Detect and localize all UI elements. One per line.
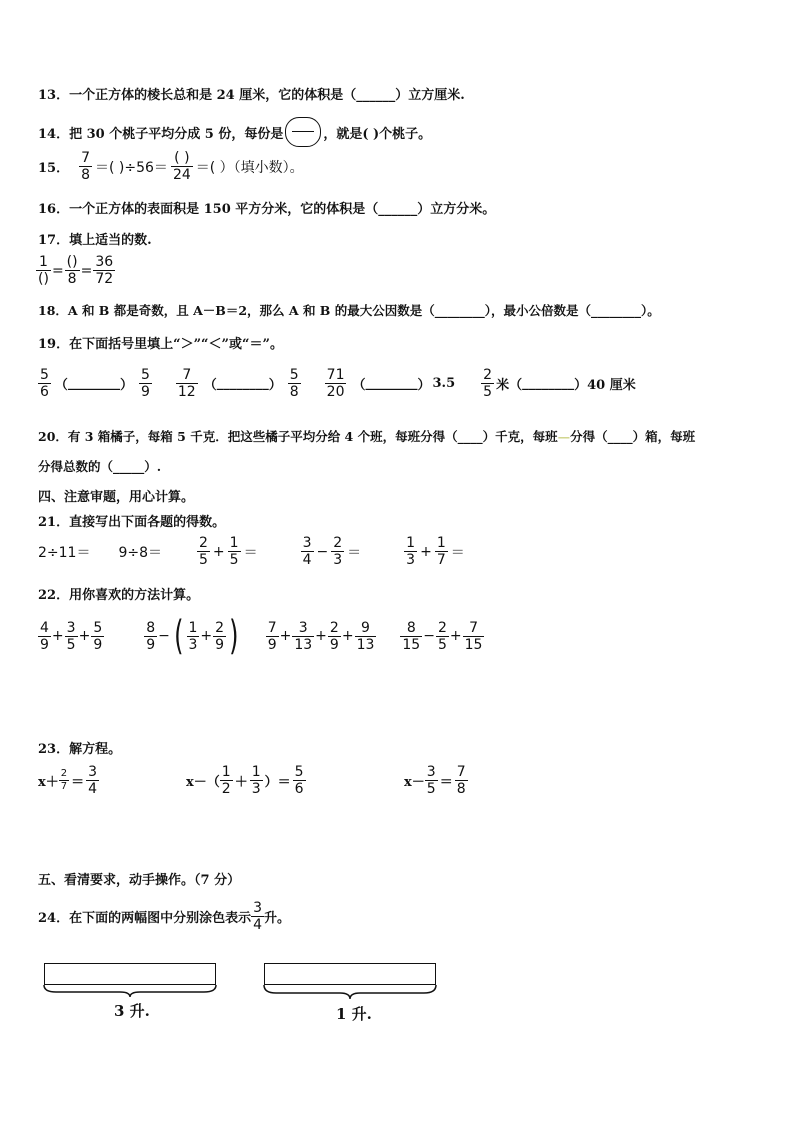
q21-e3[interactable]: $\frac{2}{5}$ + $\frac{1}{5}$ ＝: [199, 535, 258, 568]
q15-fraction-2[interactable]: $\frac{( )}{24}$: [172, 150, 191, 183]
bar-1-liter[interactable]: [264, 963, 436, 985]
q21-text: 直接写出下面各题的得数。: [69, 515, 226, 530]
q15-text-1[interactable]: ＝( )÷56＝: [95, 159, 168, 176]
q23-eq3[interactable]: x－ $\frac{3}{5}$ ＝ $\frac{7}{8}$: [404, 764, 466, 797]
q19: [38, 333, 283, 352]
q20-number: 20．: [38, 429, 68, 444]
section-5-heading: 五、看清要求，动手操作。（7 分）: [38, 873, 241, 888]
q24-fraction: $\frac{3}{4}$: [253, 900, 263, 933]
label-1-liter: 1 升.: [336, 1005, 372, 1023]
q24-tail: 升。: [264, 911, 291, 926]
q19-a4: $\frac{2}{5}$: [483, 367, 493, 400]
q22-d[interactable]: $\frac{8}{15}$ − $\frac{2}{5}$ + $\frac{7}{15}$: [402, 619, 483, 653]
q18-tail: ）。: [640, 303, 660, 318]
q14-number: 14．: [38, 126, 70, 142]
q18-blank-1[interactable]: ________: [434, 303, 485, 318]
q19-text: 在下面括号里填上“＞”“＜”或“＝”。: [69, 337, 283, 352]
q13-tail: ）立方厘米.: [395, 88, 465, 103]
q15-number: 15．: [38, 161, 70, 176]
q19-b1: $\frac{5}{9}$: [140, 367, 150, 400]
q19-b4: 40 厘米: [587, 378, 636, 393]
q22: [38, 584, 199, 603]
q19-a1: $\frac{5}{6}$: [40, 367, 49, 400]
q17-fraction-1[interactable]: $\frac{1}{()}$: [38, 254, 49, 287]
q19-number: 19．: [38, 337, 70, 352]
q16: [38, 198, 495, 217]
q21-number: 21．: [38, 515, 70, 530]
q17-fraction-2[interactable]: $\frac{()}{8}$: [66, 254, 78, 287]
q18-blank-2[interactable]: ________: [590, 303, 641, 318]
q23-text: 解方程。: [69, 742, 122, 757]
q20-dash: —: [557, 429, 571, 444]
q17-fractions: $\frac{1}{()}$ = $\frac{()}{8}$ = $\frac{36}{72}$: [38, 254, 114, 287]
q24-text: 在下面的两幅图中分别涂色表示: [69, 911, 252, 926]
q13: [38, 84, 465, 103]
bar-3-liters[interactable]: [44, 963, 216, 985]
q24: [38, 900, 290, 933]
q19-comparisons: $\frac{5}{6}$ （ ________ ） $\frac{5}{9}$ $\frac{7}{12}$ （ ________ ） $\frac{5}{8}$ $\frac{71}{20}$ （ ________ ） 3.5 $\frac{2}{5}$ 米 （ ________ ） 40 厘米: [40, 367, 636, 400]
q21: [38, 511, 225, 530]
q20-text-1[interactable]: 有 3 箱橘子，每箱 5 千克．把这些橘子平均分给 4 个班，每班分得（____）千克，每班: [67, 429, 558, 444]
q19-b2: $\frac{5}{8}$: [289, 367, 299, 400]
q21-e2[interactable]: 9÷8＝: [118, 544, 162, 561]
q18-mid: ），最小公倍数是（: [484, 303, 591, 318]
q16-blank[interactable]: ______: [378, 202, 418, 217]
q22-c[interactable]: $\frac{7}{9}$ + $\frac{3}{13}$ + $\frac{2}{9}$ + $\frac{9}{13}$: [267, 619, 375, 653]
q17-number: 17．: [38, 233, 70, 248]
q19-a2: $\frac{7}{12}$: [177, 367, 196, 400]
q20-text-3[interactable]: 分得总数的（_____）.: [38, 459, 162, 474]
q17-fraction-3: $\frac{36}{72}$: [95, 254, 114, 287]
q16-tail: ）立方分米。: [417, 202, 496, 217]
q15-fraction-1: $\frac{7}{8}$: [81, 150, 91, 183]
q22-a[interactable]: $\frac{4}{9}$ + $\frac{3}{5}$ + $\frac{5}{9}$: [40, 619, 103, 653]
q18-number: 18．: [38, 303, 68, 318]
brace-3-liters: [42, 984, 218, 998]
q16-number: 16．: [38, 202, 70, 217]
q22-number: 22．: [38, 588, 70, 603]
q19-blank-4[interactable]: ________: [522, 376, 575, 391]
q22-exercises: [38, 613, 484, 659]
q14-text: 把 30 个桃子平均分成 5 份，每份是: [69, 126, 284, 142]
q15-text-2[interactable]: ＝( ）（填小数）。: [195, 159, 304, 176]
q13-text: 一个正方体的棱长总和是 24 厘米，它的体积是（: [69, 88, 357, 103]
q19-a3: $\frac{71}{20}$: [326, 367, 345, 400]
section-4-heading: 四、注意审题，用心计算。: [38, 490, 195, 505]
q18-text: A 和 B 都是奇数，且 A－B＝2，那么 A 和 B 的最大公因数是（: [67, 303, 435, 318]
q17: [38, 229, 152, 248]
q15: [38, 150, 307, 183]
q17-text: 填上适当的数.: [69, 233, 152, 248]
q23-eq1[interactable]: x＋ $\frac{2}{7}$ ＝ $\frac{3}{4}$: [38, 764, 98, 797]
q20-line1: [38, 427, 695, 445]
q20-line2: [38, 457, 161, 475]
q21-exercises: [38, 535, 468, 568]
q24-number: 24．: [38, 911, 70, 926]
brace-1-liter: [262, 984, 438, 1000]
q21-e1[interactable]: 2÷11＝: [38, 544, 91, 561]
q23-eq2[interactable]: x－（ $\frac{1}{2}$ ＋ $\frac{1}{3}$ ）＝ $\frac{5}{6}$: [186, 764, 304, 797]
q18: [38, 301, 660, 319]
q20-text-2[interactable]: 分得（____）箱，每班: [570, 429, 696, 444]
q21-e4[interactable]: $\frac{3}{4}$ − $\frac{2}{3}$ ＝: [302, 535, 362, 568]
q19-blank-3[interactable]: ________: [365, 376, 418, 391]
q22-text: 用你喜欢的方法计算。: [69, 588, 200, 603]
q22-b[interactable]: $\frac{8}{9}$ − ( $\frac{1}{3}$ + $\frac{2}{9}$ ): [146, 613, 239, 659]
q14-tail: ，就是( )个桃子。: [323, 126, 432, 142]
q19-blank-1[interactable]: ________: [67, 376, 120, 391]
q16-text: 一个正方体的表面积是 150 平方分米，它的体积是（: [69, 202, 379, 217]
label-3-liters: 3 升.: [114, 1002, 150, 1020]
q14: [38, 117, 431, 147]
q13-blank[interactable]: ______: [356, 88, 396, 103]
q19-blank-2[interactable]: ________: [216, 376, 269, 391]
q13-number: 13．: [38, 88, 70, 103]
q14-bracket-blank[interactable]: [285, 117, 321, 147]
q21-e5[interactable]: $\frac{1}{3}$ + $\frac{1}{7}$ ＝: [406, 535, 465, 568]
q23-number: 23．: [38, 742, 70, 757]
q23: [38, 738, 121, 757]
q19-b3: 3.5: [432, 376, 456, 391]
